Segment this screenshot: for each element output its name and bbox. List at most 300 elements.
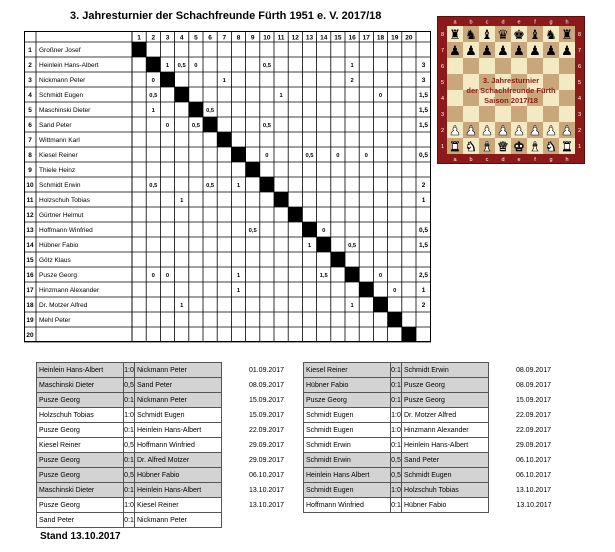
player-points: 2,5 xyxy=(418,272,429,279)
board-square xyxy=(559,106,575,122)
diagonal-cell xyxy=(345,267,359,282)
board-square xyxy=(511,58,527,74)
board-square xyxy=(495,58,511,74)
result-row xyxy=(37,408,291,423)
game-result: 1 xyxy=(350,63,354,69)
game-result: 0 xyxy=(151,78,155,84)
player-black: Pusze Georg xyxy=(402,393,489,408)
black-rook-icon: ♜ xyxy=(561,27,573,42)
column-header: 13 xyxy=(305,34,314,42)
black-rook-icon: ♜ xyxy=(449,27,461,42)
game-result: 0 xyxy=(378,273,383,279)
game-score: 1:0 xyxy=(391,483,402,498)
file-label: e xyxy=(517,19,521,26)
player-white: Schmidt Eugen xyxy=(304,408,391,423)
white-pawn-icon: ♟ xyxy=(481,123,493,138)
result-row xyxy=(37,453,291,468)
player-number: 4 xyxy=(28,92,32,99)
game-score: 0,5 xyxy=(124,468,135,483)
player-black: Kiesel Reiner xyxy=(135,498,222,513)
result-row xyxy=(304,438,558,453)
white-pawn-icon: ♟ xyxy=(561,123,573,138)
player-black: Dr. Alfred Motzer xyxy=(135,453,222,468)
player-number: 16 xyxy=(26,272,34,279)
result-row xyxy=(304,498,558,513)
column-header: 14 xyxy=(320,34,328,42)
player-name: Kiesel Reiner xyxy=(39,152,78,159)
player-number: 5 xyxy=(28,107,32,114)
diagonal-cell xyxy=(189,102,203,117)
player-white: Hübner Fabio xyxy=(304,378,391,393)
player-name: Hübner Fabio xyxy=(39,242,79,249)
game-date: 13.10.2017 xyxy=(222,498,291,513)
player-white: Heinlein Hans-Albert xyxy=(37,363,124,378)
rank-label: 7 xyxy=(440,48,445,54)
game-score: 0,5 xyxy=(124,378,135,393)
player-number: 2 xyxy=(28,62,32,69)
results-table-left xyxy=(36,362,291,528)
diagonal-cell xyxy=(402,327,416,342)
game-result: 0,5 xyxy=(348,243,357,249)
player-black: Dr. Motzer Alfred xyxy=(402,408,489,423)
game-result: 0,5 xyxy=(248,228,257,234)
diagonal-cell xyxy=(274,192,288,207)
player-white: Maschinski Dieter xyxy=(37,378,124,393)
game-result: 2 xyxy=(350,78,354,84)
player-number: 8 xyxy=(28,152,32,159)
player-name: Großner Josef xyxy=(39,47,81,54)
game-result: 0 xyxy=(165,123,170,129)
diagonal-cell xyxy=(146,57,160,72)
player-number: 18 xyxy=(26,302,34,309)
player-name: Holzschuh Tobias xyxy=(39,197,90,204)
player-white: Pusze Georg xyxy=(37,468,124,483)
game-result: 0 xyxy=(393,288,397,294)
file-label: e xyxy=(517,157,521,163)
white-rook-icon: ♜ xyxy=(561,139,573,154)
player-black: Hübner Fabio xyxy=(402,498,489,513)
game-result: 0,5 xyxy=(177,63,186,69)
game-result: 0,5 xyxy=(305,153,314,159)
player-name: Heinlein Hans-Albert xyxy=(39,62,99,69)
game-score: 1:0 xyxy=(391,423,402,438)
player-name: Gürtner Helmut xyxy=(39,212,84,219)
game-result: 1 xyxy=(236,183,241,189)
game-score: 1:0 xyxy=(124,408,135,423)
game-date: 13.10.2017 xyxy=(489,498,558,513)
board-square xyxy=(559,58,575,74)
game-date: 22.09.2017 xyxy=(222,423,291,438)
file-label: b xyxy=(469,19,473,26)
player-black: Heinlein Hans-Albert xyxy=(135,423,222,438)
game-result: 1 xyxy=(236,288,241,294)
diagonal-cell xyxy=(132,42,146,57)
game-result: 1 xyxy=(165,63,170,69)
player-name: Hinzmann Alexander xyxy=(39,287,99,294)
crosstable xyxy=(24,31,437,346)
game-result: 1 xyxy=(350,303,354,309)
player-name: Schmidt Erwin xyxy=(39,182,81,189)
file-label: g xyxy=(549,157,553,163)
player-points: 1,5 xyxy=(418,242,429,249)
white-pawn-icon: ♟ xyxy=(449,123,461,138)
player-white: Schmidt Erwin xyxy=(304,438,391,453)
game-score: 0:1 xyxy=(124,483,135,498)
column-header: 18 xyxy=(376,34,385,42)
player-points: 1 xyxy=(421,197,426,204)
player-white: Schmidt Eugen xyxy=(304,483,391,498)
game-score: 0:1 xyxy=(124,513,135,528)
file-label: c xyxy=(485,157,489,163)
column-header: 16 xyxy=(348,34,356,42)
result-row xyxy=(304,363,558,378)
board-square xyxy=(447,106,463,122)
game-result: 0 xyxy=(322,228,326,234)
game-result: 0 xyxy=(265,153,269,159)
game-date: 13.10.2017 xyxy=(222,483,291,498)
logo-title-line: 3. Jahresturnier xyxy=(482,76,540,85)
game-result: 0,5 xyxy=(262,123,271,129)
player-black: Hoffmann Winfried xyxy=(135,438,222,453)
black-pawn-icon: ♟ xyxy=(545,43,557,58)
page-title: 3. Jahresturnier der Schachfreunde Fürth 1951 e. V. 2017/18 xyxy=(70,10,382,22)
player-black: Heinlein Hans-Albert xyxy=(135,483,222,498)
column-header: 12 xyxy=(291,34,299,42)
column-header: 8 xyxy=(236,34,241,42)
black-queen-icon: ♛ xyxy=(497,27,509,42)
game-date: 06.10.2017 xyxy=(222,468,291,483)
game-date: 22.09.2017 xyxy=(489,423,558,438)
game-score: 0:1 xyxy=(124,453,135,468)
result-row xyxy=(37,378,291,393)
player-number: 10 xyxy=(26,182,34,189)
game-score: 0:1 xyxy=(391,438,402,453)
white-queen-icon: ♛ xyxy=(497,139,509,154)
diagonal-cell xyxy=(217,132,231,147)
rank-label: 8 xyxy=(440,32,445,38)
black-pawn-icon: ♟ xyxy=(529,43,541,58)
black-pawn-icon: ♟ xyxy=(481,43,493,58)
black-pawn-icon: ♟ xyxy=(513,43,525,58)
chessboard-logo xyxy=(438,17,584,163)
player-name: Schmidt Eugen xyxy=(39,92,84,99)
player-number: 17 xyxy=(26,287,34,294)
game-date: 29.09.2017 xyxy=(489,438,558,453)
game-score: 0:1 xyxy=(124,393,135,408)
player-white: Schmidt Erwin xyxy=(304,453,391,468)
game-score: 0:1 xyxy=(124,423,135,438)
player-white: Pusze Georg xyxy=(37,393,124,408)
diagonal-cell xyxy=(317,237,331,252)
game-result: 1 xyxy=(236,273,241,279)
player-number: 19 xyxy=(26,317,34,324)
results-table-right xyxy=(303,362,558,513)
white-bishop-icon: ♝ xyxy=(529,139,541,154)
game-result: 0 xyxy=(151,273,155,279)
file-label: f xyxy=(534,19,536,26)
game-result: 0,5 xyxy=(191,123,200,129)
game-date: 15.09.2017 xyxy=(222,408,291,423)
player-white: Hoffmann Winfried xyxy=(304,498,391,513)
black-knight-icon: ♞ xyxy=(465,27,477,42)
game-result: 0 xyxy=(364,153,368,159)
board-square xyxy=(479,106,495,122)
result-row xyxy=(37,513,291,528)
game-result: 0 xyxy=(194,63,198,69)
file-label: c xyxy=(485,19,489,26)
game-date: 22.09.2017 xyxy=(489,408,558,423)
player-number: 3 xyxy=(28,77,32,84)
result-row xyxy=(304,408,558,423)
column-header: 17 xyxy=(362,34,370,42)
board-square xyxy=(559,90,575,106)
white-pawn-icon: ♟ xyxy=(465,123,477,138)
result-row xyxy=(304,453,558,468)
player-name: Dr. Motzer Alfred xyxy=(39,302,88,309)
player-black: Schmidt Eugen xyxy=(402,468,489,483)
player-white: Pusze Georg xyxy=(37,453,124,468)
player-name: Wittmann Karl xyxy=(39,137,80,144)
result-row xyxy=(304,423,558,438)
diagonal-cell xyxy=(246,162,260,177)
player-points: 1 xyxy=(421,287,426,294)
board-square xyxy=(559,74,575,90)
game-score: 1:0 xyxy=(124,363,135,378)
diagonal-cell xyxy=(260,177,274,192)
column-header: 10 xyxy=(263,34,271,42)
player-white: Maschinski Dieter xyxy=(37,483,124,498)
rank-label: 8 xyxy=(577,32,582,38)
rank-label: 4 xyxy=(440,96,445,102)
player-black: Nickmann Peter xyxy=(135,393,222,408)
board-square xyxy=(527,58,543,74)
result-row xyxy=(37,468,291,483)
tournament-logo xyxy=(437,16,585,164)
player-name: Götz Klaus xyxy=(39,257,71,264)
player-black: Schmidt Eugen xyxy=(135,408,222,423)
player-points: 0,5 xyxy=(418,227,429,234)
game-result: 1,5 xyxy=(319,273,328,279)
player-number: 1 xyxy=(28,47,32,54)
diagonal-cell xyxy=(388,312,402,327)
column-header: 9 xyxy=(250,34,255,42)
game-date: 06.10.2017 xyxy=(489,468,558,483)
player-number: 6 xyxy=(28,122,32,129)
diagonal-cell xyxy=(160,72,174,87)
game-result: 0 xyxy=(336,153,340,159)
column-header: 2 xyxy=(151,34,156,42)
game-result: 0,5 xyxy=(206,108,215,114)
white-king-icon: ♚ xyxy=(513,139,525,154)
game-date: 06.10.2017 xyxy=(489,453,558,468)
logo-title-line: der Schachfreunde Fürth xyxy=(466,86,556,95)
player-name: Thiele Heinz xyxy=(39,167,76,174)
game-date xyxy=(222,513,291,528)
black-knight-icon: ♞ xyxy=(545,27,557,42)
board-square xyxy=(527,106,543,122)
player-black: Hübner Fabio xyxy=(135,468,222,483)
file-label: d xyxy=(501,19,505,26)
player-black: Heinlein Hans-Albert xyxy=(402,438,489,453)
game-score: 0,5 xyxy=(391,453,402,468)
board-square xyxy=(511,106,527,122)
column-header: 3 xyxy=(165,34,170,42)
board-square xyxy=(479,58,495,74)
player-white: Schmidt Eugen xyxy=(304,423,391,438)
game-date: 15.09.2017 xyxy=(222,393,291,408)
player-name: Mehl Peter xyxy=(39,317,71,324)
rank-label: 6 xyxy=(577,64,582,70)
board-square xyxy=(495,106,511,122)
board-square xyxy=(447,90,463,106)
game-result: 1 xyxy=(222,78,226,84)
player-number: 15 xyxy=(26,257,34,264)
column-header: 11 xyxy=(277,34,285,42)
white-pawn-icon: ♟ xyxy=(497,123,509,138)
player-name: Maschinski Dieter xyxy=(39,107,91,114)
game-result: 1 xyxy=(279,93,283,99)
player-black: Nickmann Peter xyxy=(135,363,222,378)
result-row xyxy=(304,378,558,393)
black-bishop-icon: ♝ xyxy=(529,27,541,42)
player-white: Heinlein Hans Albert xyxy=(304,468,391,483)
game-score: 0:1 xyxy=(391,393,402,408)
stand-date: Stand 13.10.2017 xyxy=(40,531,121,542)
diagonal-cell xyxy=(175,87,189,102)
black-pawn-icon: ♟ xyxy=(561,43,573,58)
result-row xyxy=(37,393,291,408)
game-result: 0,5 xyxy=(206,183,215,189)
game-result: 0,5 xyxy=(262,63,271,69)
column-header: 19 xyxy=(391,34,399,42)
diagonal-cell xyxy=(359,282,373,297)
diagonal-cell xyxy=(302,222,316,237)
game-date: 13.10.2017 xyxy=(489,483,558,498)
column-header: 15 xyxy=(334,34,342,42)
white-pawn-icon: ♟ xyxy=(513,123,525,138)
diagonal-cell xyxy=(203,117,217,132)
column-header: 6 xyxy=(208,34,212,42)
white-bishop-icon: ♝ xyxy=(481,139,493,154)
black-pawn-icon: ♟ xyxy=(449,43,461,58)
board-square xyxy=(543,106,559,122)
result-row xyxy=(304,393,558,408)
diagonal-cell xyxy=(373,297,387,312)
game-score: 0,5 xyxy=(391,468,402,483)
logo-title-line: Saison 2017/18 xyxy=(484,96,538,105)
game-date: 29.09.2017 xyxy=(222,438,291,453)
game-date: 08.09.2017 xyxy=(222,378,291,393)
white-rook-icon: ♜ xyxy=(449,139,461,154)
result-row xyxy=(304,468,558,483)
player-number: 7 xyxy=(28,137,32,144)
rank-label: 6 xyxy=(440,64,445,70)
player-black: Pusze Georg xyxy=(402,378,489,393)
black-pawn-icon: ♟ xyxy=(497,43,509,58)
board-square xyxy=(463,58,479,74)
rank-label: 5 xyxy=(577,80,582,86)
game-result: 1 xyxy=(307,243,312,249)
player-black: Holzschuh Tobias xyxy=(402,483,489,498)
player-black: Nickmann Peter xyxy=(135,513,222,528)
rank-label: 5 xyxy=(440,80,445,86)
player-points: 1,5 xyxy=(418,122,429,129)
game-score: 1:0 xyxy=(391,408,402,423)
rank-label: 3 xyxy=(577,112,582,118)
rank-label: 2 xyxy=(440,128,445,134)
player-points: 3 xyxy=(421,77,426,84)
player-black: Sand Peter xyxy=(135,378,222,393)
diagonal-cell xyxy=(288,207,302,222)
diagonal-cell xyxy=(331,252,345,267)
game-result: 1 xyxy=(180,198,184,204)
rank-label: 2 xyxy=(577,128,582,134)
game-score: 0,5 xyxy=(124,438,135,453)
player-name: Nickmann Peter xyxy=(39,77,86,84)
player-white: Pusze Georg xyxy=(37,423,124,438)
result-row xyxy=(304,483,558,498)
game-score: 0:1 xyxy=(391,363,402,378)
white-knight-icon: ♞ xyxy=(545,139,557,154)
game-result: 0 xyxy=(378,93,383,99)
game-date: 08.09.2017 xyxy=(489,378,558,393)
file-label: g xyxy=(549,19,553,26)
player-number: 13 xyxy=(26,227,34,234)
player-points: 3 xyxy=(421,62,426,69)
game-date: 29.09.2017 xyxy=(222,453,291,468)
rank-label: 7 xyxy=(577,48,582,54)
white-pawn-icon: ♟ xyxy=(545,123,557,138)
diagonal-cell xyxy=(231,147,245,162)
player-points: 2 xyxy=(421,182,426,189)
game-result: 1 xyxy=(151,108,155,114)
player-name: Hoffmann Winfried xyxy=(39,227,93,234)
game-date: 15.09.2017 xyxy=(489,393,558,408)
player-black: Sand Peter xyxy=(402,453,489,468)
player-points: 1,5 xyxy=(418,92,429,99)
black-king-icon: ♚ xyxy=(513,27,525,42)
rank-label: 1 xyxy=(440,144,445,150)
result-row xyxy=(37,483,291,498)
result-row xyxy=(37,438,291,453)
result-row xyxy=(37,363,291,378)
black-bishop-icon: ♝ xyxy=(481,27,493,42)
rank-label: 1 xyxy=(577,144,582,150)
game-result: 1 xyxy=(180,303,184,309)
player-black: Hinzmann Alexander xyxy=(402,423,489,438)
player-number: 11 xyxy=(26,197,34,204)
game-result: 0 xyxy=(165,273,170,279)
result-row xyxy=(37,423,291,438)
player-points: 1,5 xyxy=(418,107,429,114)
game-result: 0,5 xyxy=(149,183,158,189)
board-square xyxy=(543,58,559,74)
file-label: a xyxy=(453,19,457,26)
white-pawn-icon: ♟ xyxy=(529,123,541,138)
player-name: Pusze Georg xyxy=(39,272,77,279)
player-name: Sand Peter xyxy=(39,122,72,129)
board-square xyxy=(447,58,463,74)
player-number: 9 xyxy=(28,167,32,174)
game-score: 0:1 xyxy=(391,378,402,393)
column-header: 4 xyxy=(179,34,184,42)
column-header: 20 xyxy=(405,34,413,42)
board-square xyxy=(447,74,463,90)
file-label: d xyxy=(501,157,505,163)
player-number: 20 xyxy=(26,332,34,339)
column-header: 5 xyxy=(194,34,198,42)
file-label: h xyxy=(565,157,569,163)
